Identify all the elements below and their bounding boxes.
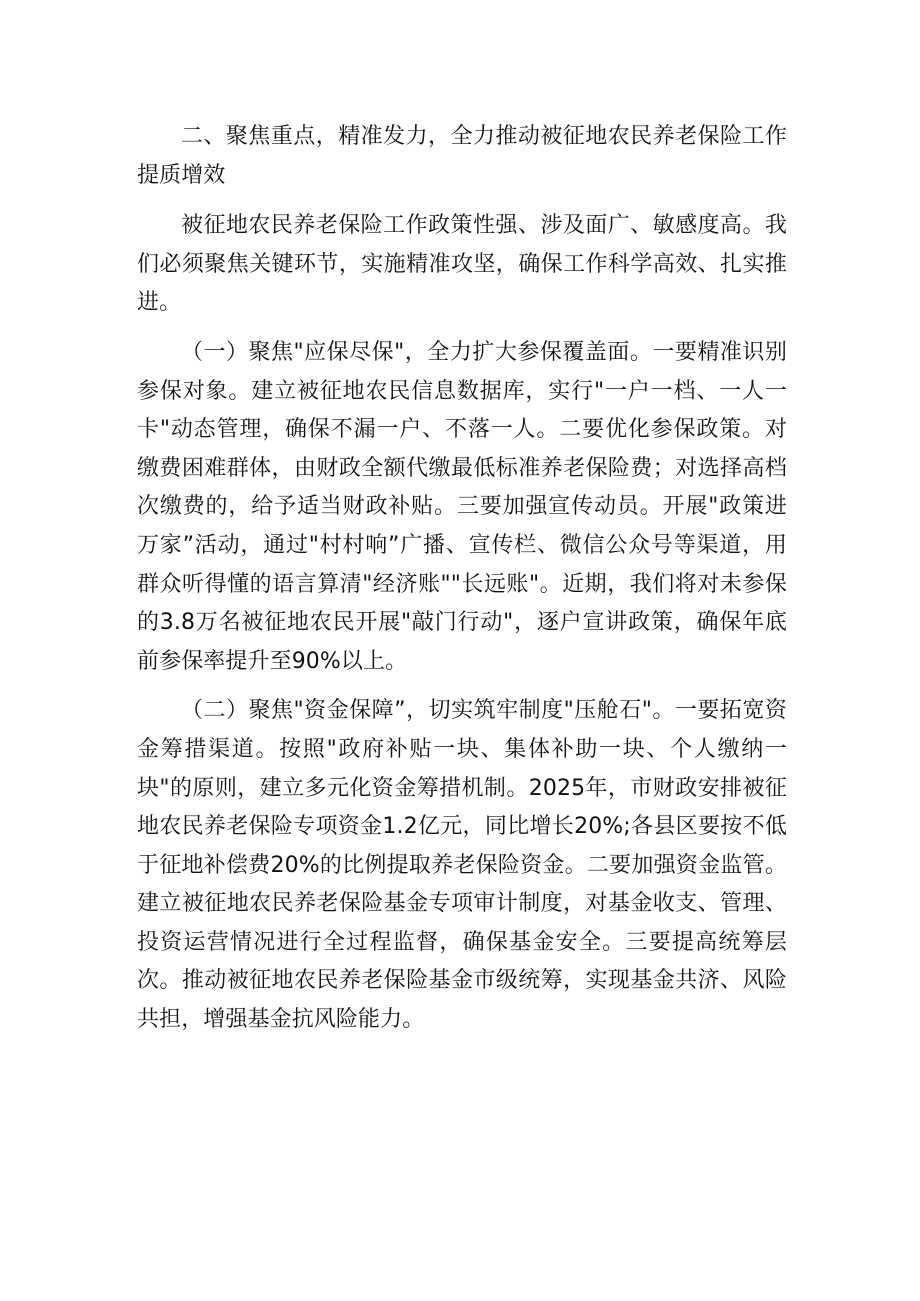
intro-paragraph: 被征地农民养老保险工作政策性强、涉及面广、敏感度高。我们必须聚焦关键环节，实施精准攻坚，确保工作科学高效、扎实推进。 [137,213,787,316]
section-2-paragraph: （二）聚焦"资金保障”，切实筑牢制度"压舱石"。一要拓宽资金筹措渠道。按照"政府补贴一块、集体补助一块、个人缴纳一块"的原则，建立多元化资金筹措机制。2025年，市财政安排被征地农民养老保险专项资金1.2亿元，同比增长20%;各县区要按不低于征地补偿费20%的比例提取养老保险资金。二要加强资金监管。建立被征地农民养老保险基金专项审计制度，对基金收支、管理、投资运营情况进行全过程监督，确保基金安全。三要提高统筹层次。推动被征地农民养老保险基金市级统筹，实现基金共济、风险共担，增强基金抗风险能力。 [137,698,787,1033]
section-heading: 二、聚焦重点，精准发力，全力推动被征地农民养老保险工作提质增效 [137,124,787,188]
document-body [137,118,787,1040]
section-1-paragraph: （一）聚焦"应保尽保"，全力扩大参保覆盖面。一要精准识别参保对象。建立被征地农民信息数据库，实行"一户一档、一人一卡"动态管理，确保不漏一户、不落一人。二要优化参保政策。对缴费困难群体，由财政全额代缴最低标准养老保险费；对选择高档次缴费的，给予适当财政补贴。三要加强宣传动员。开展"政策进万家”活动，通过"村村响”广播、宣传栏、微信公众号等渠道，用群众听得懂的语言算清"经济账""长远账"。近期，我们将对未参保的3.8万名被征地农民开展"敲门行动"，逐户宣讲政策，确保年底前参保率提升至90%以上。 [137,339,787,674]
